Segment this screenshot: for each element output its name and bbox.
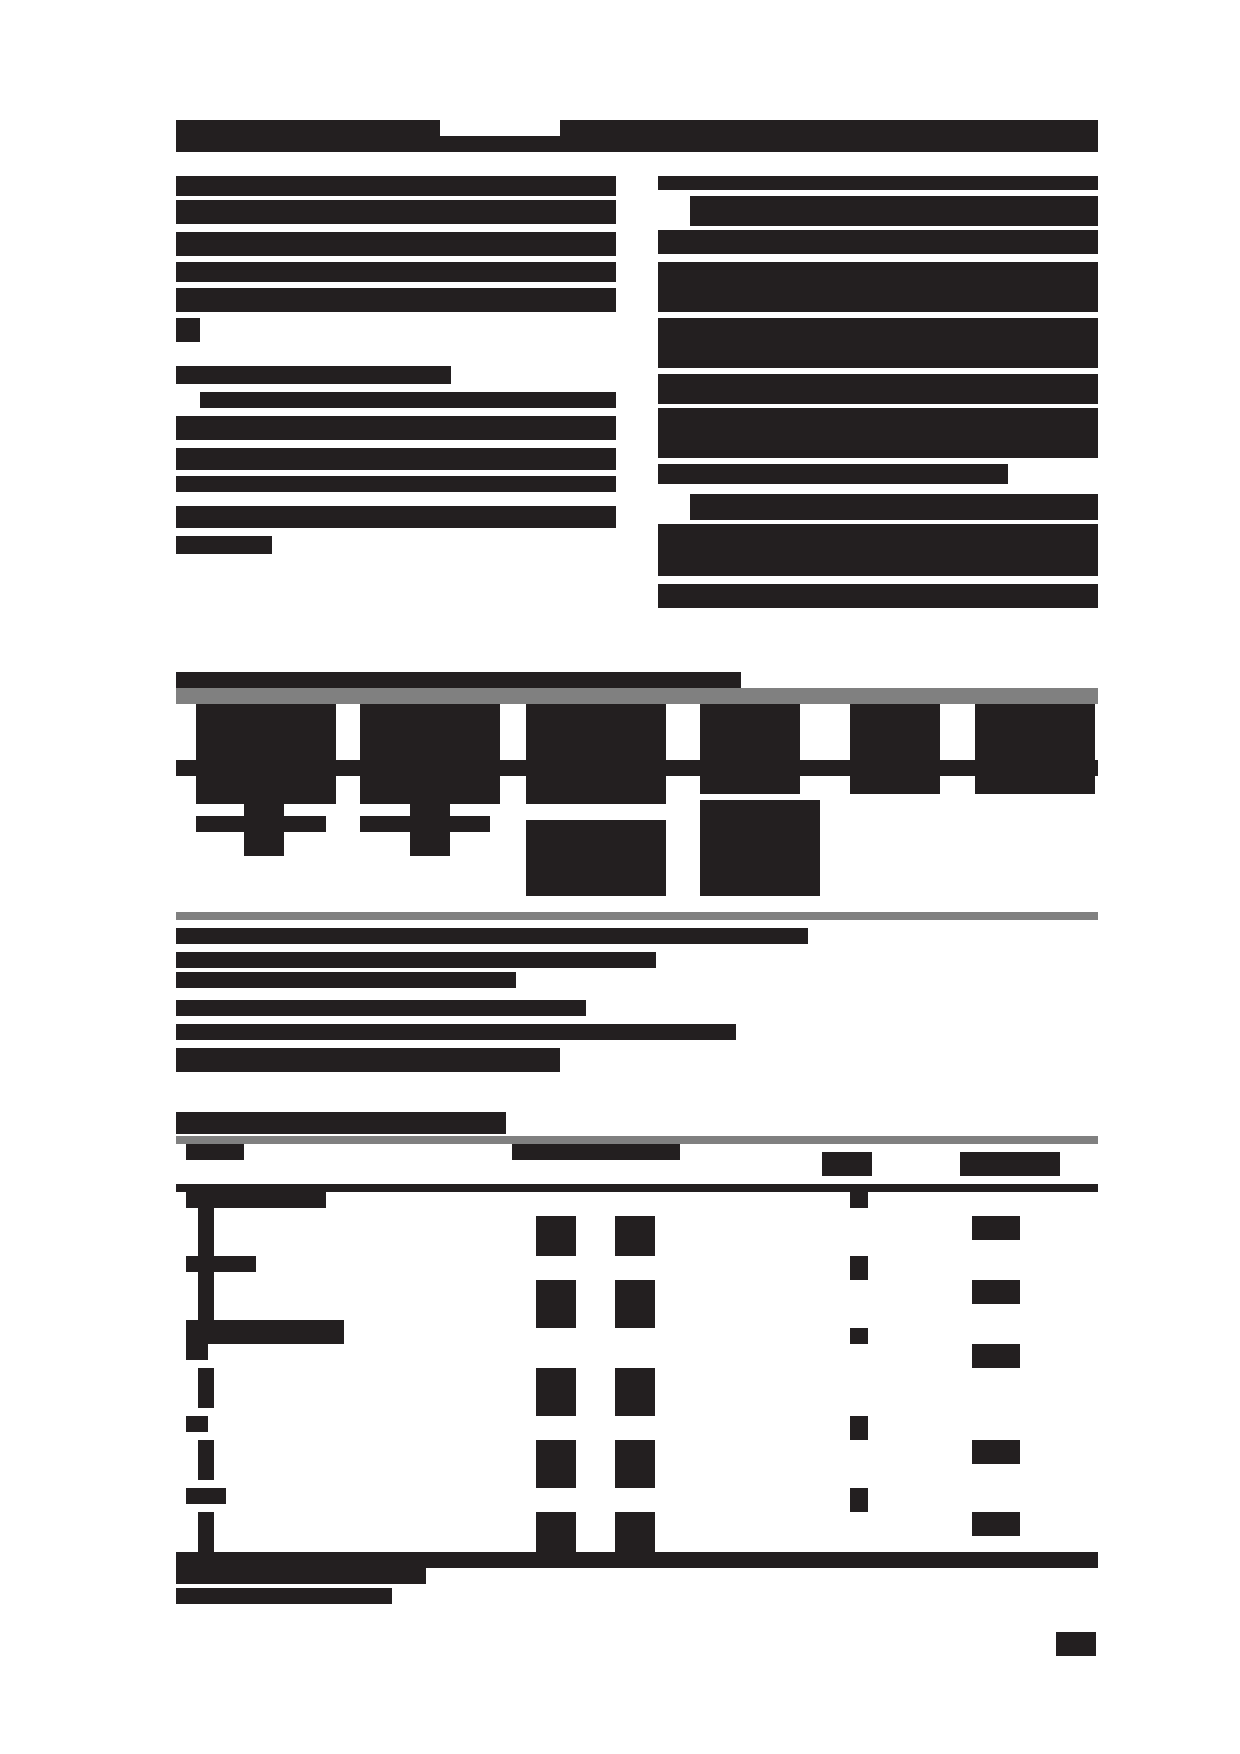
running-header <box>176 120 1098 152</box>
table-1-caption <box>176 672 741 688</box>
table-2-top-rule <box>176 1136 1098 1144</box>
section-subheading <box>176 366 451 384</box>
table-2-caption <box>176 1112 506 1134</box>
table-1-top-rule <box>176 688 1098 704</box>
header-gap <box>440 120 560 136</box>
page-number <box>1056 1632 1096 1656</box>
table-1-bottom-rule <box>176 912 1098 920</box>
table-2-bottom-rule <box>176 1552 1098 1568</box>
